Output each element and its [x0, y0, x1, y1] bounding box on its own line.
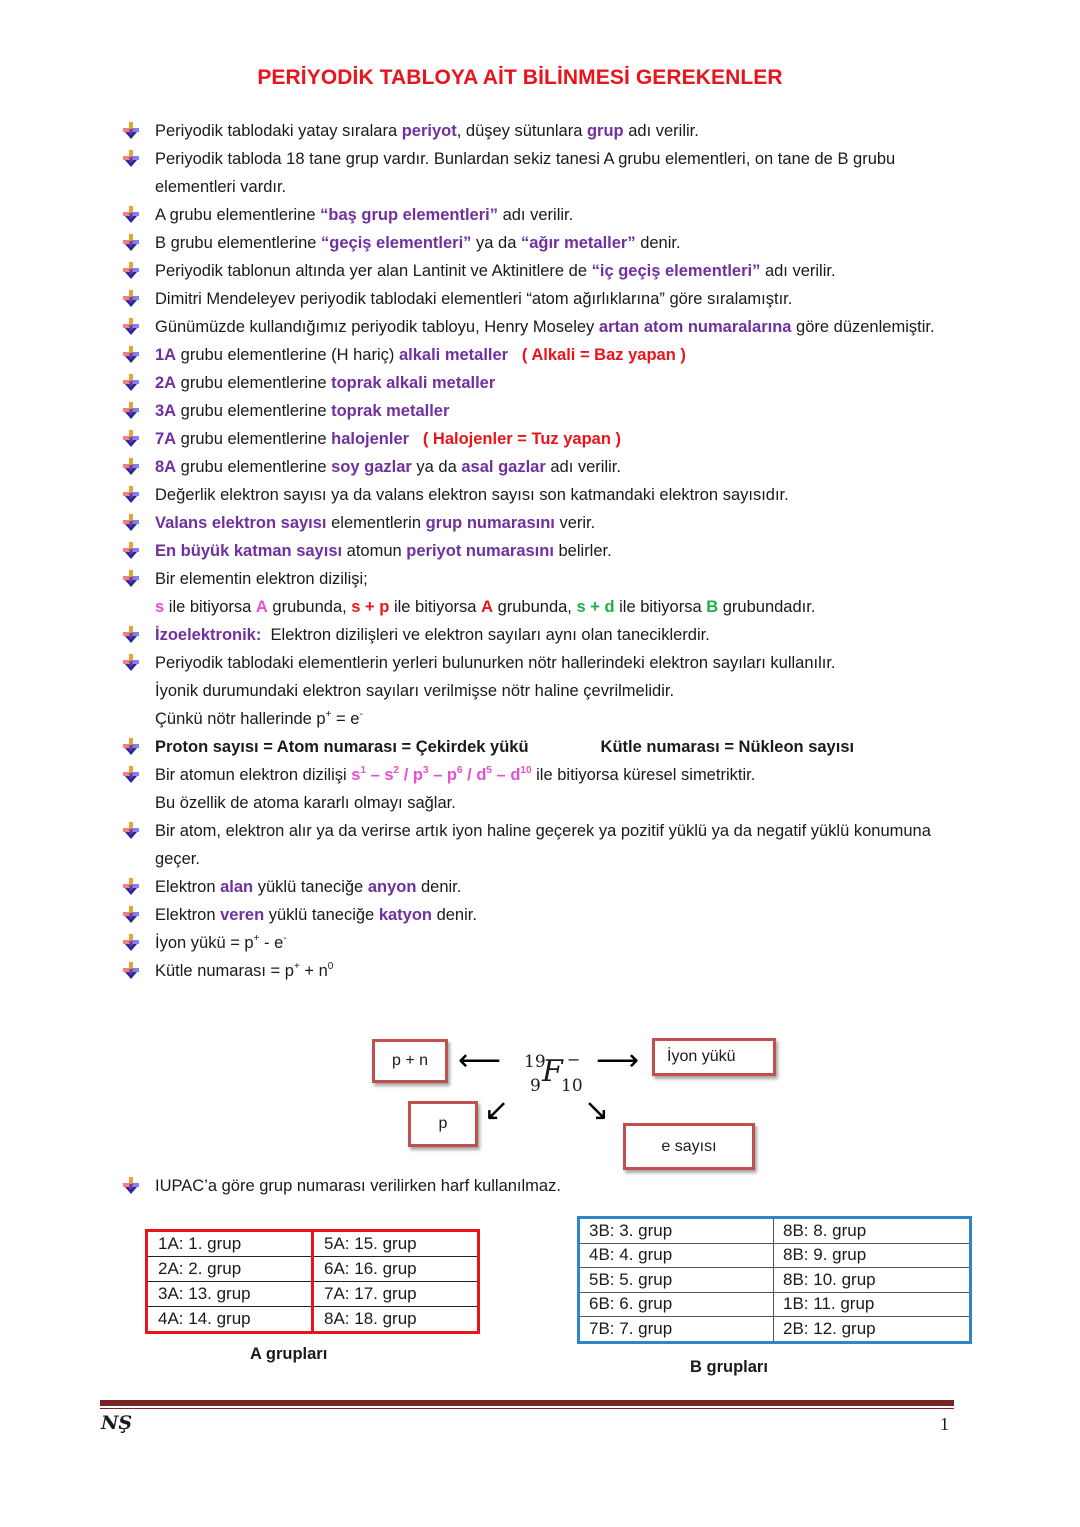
element-symbol: F — [542, 1054, 563, 1089]
term: İzoelektronik: — [155, 626, 262, 644]
text: elementlerin — [326, 514, 426, 532]
arrow-down-bullet-icon — [122, 626, 140, 644]
table-a-groups — [145, 1229, 480, 1334]
text: grubunda, — [267, 598, 352, 616]
text: grubu elementlerine — [176, 374, 332, 392]
arrow-down-bullet-icon — [122, 486, 140, 504]
arrow-down-bullet-icon — [122, 374, 140, 392]
text: denir. — [432, 906, 477, 924]
superscript: 0 — [327, 961, 334, 972]
table-b-groups — [577, 1216, 972, 1344]
table-row — [579, 1243, 971, 1268]
table-a-caption: A grupları — [250, 1345, 328, 1363]
isotope-notation — [520, 1050, 590, 1100]
note: ( Halojenler = Tuz yapan ) — [422, 430, 622, 448]
text: ile bitiyorsa — [164, 598, 256, 616]
superscript: - — [283, 933, 287, 944]
list-item — [122, 481, 962, 509]
text: grubu elementlerine — [176, 458, 332, 476]
group-a: A — [255, 598, 268, 616]
superscript: 2 — [393, 765, 400, 776]
table-row — [147, 1307, 479, 1333]
term: periyot numarasını — [406, 542, 554, 560]
text: Proton sayısı = Atom numarası = Çekirdek yükü — [155, 738, 529, 756]
list-item — [122, 621, 962, 649]
list-item — [122, 425, 962, 453]
arrow-down-bullet-icon — [122, 654, 140, 672]
table-cell: 5A: 15. grup — [324, 1234, 417, 1253]
arrow-down-bullet-icon — [122, 766, 140, 784]
text: grubunda, — [492, 598, 577, 616]
arrow-down-bullet-icon — [122, 878, 140, 896]
arrow-down-bullet-icon — [122, 962, 140, 980]
text: İyonik durumundaki elektron sayıları verilmişse nötr haline çevrilmelidir. — [155, 682, 675, 700]
text: Periyodik tablodaki yatay sıralara — [155, 122, 402, 140]
term: toprak metaller — [331, 402, 450, 420]
text: denir. — [416, 878, 462, 896]
table-cell: 6B: 6. grup — [579, 1292, 774, 1317]
text: Günümüzde kullandığımız periyodik tabloyu, Henry Moseley — [155, 318, 599, 336]
arrow-left-icon: ⟵ — [458, 1044, 502, 1077]
orbital: s — [351, 766, 361, 784]
superscript: 5 — [486, 765, 492, 776]
table-row — [579, 1317, 971, 1343]
text: Bu özellik de atoma kararlı olmayı sağlar. — [155, 794, 456, 812]
arrow-down-bullet-icon — [122, 234, 140, 252]
term: asal gazlar — [461, 458, 546, 476]
orbital: d — [510, 766, 521, 784]
note: ( Alkali = Baz yapan ) — [521, 346, 686, 364]
arrow-down-bullet-icon — [122, 514, 140, 532]
ion-charge: − — [567, 1050, 581, 1069]
superscript: 1 — [360, 765, 366, 776]
arrow-right-icon: ⟶ — [596, 1044, 640, 1077]
list-item — [122, 341, 962, 369]
list-item — [122, 369, 962, 397]
term: anyon — [367, 878, 417, 896]
term: toprak alkali metaller — [331, 374, 496, 392]
arrow-down-bullet-icon — [122, 458, 140, 476]
text: B grubu elementlerine — [155, 234, 322, 252]
list-item — [122, 873, 962, 901]
box-label: p — [438, 1115, 448, 1132]
list-item — [122, 145, 962, 201]
superscript: + — [325, 709, 332, 720]
text: göre düzenlemiştir. — [791, 318, 935, 336]
text: adı verilir. — [545, 458, 621, 476]
neutron-count: 10 — [561, 1076, 583, 1096]
orbital: p — [412, 766, 423, 784]
box-label: p + n — [391, 1052, 429, 1069]
group-a: A — [481, 598, 493, 616]
box-proton — [408, 1101, 478, 1147]
separator: / — [399, 766, 413, 784]
term: “ağır metaller” — [520, 234, 636, 252]
table-cell: 1A: 1. grup — [147, 1231, 313, 1257]
table-cell: 3A: 13. grup — [147, 1282, 313, 1307]
text: A grubu elementlerine — [155, 206, 321, 224]
footer-divider — [100, 1400, 954, 1409]
text: Periyodik tablonun altında yer alan Lantinit ve Aktinitlere de — [155, 262, 592, 280]
list-item — [122, 257, 962, 285]
table-cell: 4A: 14. grup — [147, 1307, 313, 1333]
list-item — [122, 117, 962, 145]
atomic-number: 9 — [530, 1076, 541, 1096]
list-item — [122, 509, 962, 537]
group-label: 8A — [155, 458, 177, 476]
text: Dimitri Mendeleyev periyodik tablodaki elementleri “atom ağırlıklarına” göre sıralamıştır. — [155, 290, 793, 308]
text: belirler. — [553, 542, 612, 560]
text: , düşey sütunlara — [456, 122, 587, 140]
group-b: B — [706, 598, 719, 616]
text: grubu elementlerine (H hariç) — [176, 346, 399, 364]
text: ya da — [471, 234, 521, 252]
table-row — [147, 1282, 479, 1307]
group-label: 7A — [155, 430, 177, 448]
box-ion-charge — [652, 1038, 776, 1076]
arrow-down-bullet-icon — [122, 1177, 140, 1195]
arrow-down-bullet-icon — [122, 122, 140, 140]
author-signature: NŞ — [101, 1412, 133, 1434]
box-mass-number — [372, 1039, 448, 1083]
table-row — [579, 1218, 971, 1244]
term: “iç geçiş elementleri” — [591, 262, 761, 280]
arrow-down-bullet-icon — [122, 318, 140, 336]
list-item — [122, 285, 962, 313]
term: alan — [220, 878, 254, 896]
table-cell: 8B: 10. grup — [774, 1268, 971, 1293]
table-cell: 3B: 3. grup — [579, 1218, 774, 1244]
arrow-down-bullet-icon — [122, 430, 140, 448]
text: adı verilir. — [623, 122, 699, 140]
table-cell: 2B: 12. grup — [774, 1317, 971, 1343]
text: + n — [299, 962, 328, 980]
text: verir. — [554, 514, 596, 532]
table-cell: 8B: 9. grup — [774, 1243, 971, 1268]
orbital-sp: s + p — [351, 598, 390, 616]
separator: – — [491, 766, 511, 784]
table-cell: 7B: 7. grup — [579, 1317, 774, 1343]
list-item — [122, 957, 962, 985]
text: Elektron — [155, 906, 221, 924]
arrow-down-bullet-icon — [122, 262, 140, 280]
box-label: e sayısı — [661, 1137, 717, 1155]
orbital-s: s — [155, 598, 165, 616]
table-cell: 5B: 5. grup — [579, 1268, 774, 1293]
text: Çünkü nötr hallerinde p — [155, 710, 326, 728]
list-item — [122, 537, 962, 565]
table-b-caption: B grupları — [690, 1358, 768, 1376]
text: ya da — [411, 458, 462, 476]
term: halojenler — [331, 430, 410, 448]
arrow-down-bullet-icon — [122, 542, 140, 560]
text: grubundadır. — [718, 598, 816, 616]
list-item — [122, 733, 962, 761]
superscript: 10 — [520, 765, 532, 776]
text: Bir elementin elektron dizilişi; — [155, 570, 368, 588]
superscript: + — [253, 933, 260, 944]
text: Kütle numarası = p — [155, 962, 294, 980]
table-row — [147, 1257, 479, 1282]
text: Değerlik elektron sayısı ya da valans elektron sayısı son katmandaki elektron sayısıdır. — [155, 486, 789, 504]
orbital: s — [384, 766, 394, 784]
term: grup numarasını — [425, 514, 555, 532]
text: Elektron — [155, 878, 221, 896]
text: grubu elementlerine — [176, 430, 332, 448]
text: ile bitiyorsa küresel simetriktir. — [531, 766, 756, 784]
arrow-down-bullet-icon — [122, 206, 140, 224]
term: artan atom numaralarına — [598, 318, 792, 336]
term: “baş grup elementleri” — [320, 206, 498, 224]
table-cell: 4B: 4. grup — [579, 1243, 774, 1268]
list-item — [122, 1172, 995, 1200]
list-item — [122, 649, 962, 733]
table-cell: 6A: 16. grup — [313, 1257, 479, 1282]
arrow-down-bullet-icon — [122, 934, 140, 952]
superscript: + — [293, 961, 300, 972]
group-label: 2A — [155, 374, 177, 392]
list-item — [122, 313, 962, 341]
text: yüklü taneciğe — [264, 906, 379, 924]
box-label: İyon yükü — [667, 1048, 736, 1065]
text: yüklü taneciğe — [253, 878, 368, 896]
arrow-down-bullet-icon — [122, 738, 140, 756]
arrow-down-bullet-icon — [122, 150, 140, 168]
list-item — [122, 565, 962, 621]
list-item — [122, 453, 962, 481]
text: Periyodik tablodaki elementlerin yerleri bulunurken nötr hallerindeki elektron sayıları kullanılır. — [155, 654, 836, 672]
superscript: 6 — [456, 765, 463, 776]
text: adı verilir. — [498, 206, 574, 224]
table-cell: 8A: 18. grup — [313, 1307, 479, 1333]
table-row — [147, 1231, 479, 1257]
text: Periyodik tabloda 18 tane grup vardır. Bunlardan sekiz tanesi A grubu elementleri, on tane de B grubu elementleri vardır. — [155, 150, 896, 196]
electron-config — [351, 766, 531, 784]
term: periyot — [401, 122, 457, 140]
term: Valans elektron sayısı — [155, 514, 327, 532]
superscript: - — [359, 709, 363, 720]
arrow-down-left-icon: ↙ — [484, 1094, 510, 1127]
list-item — [122, 901, 962, 929]
page-title: PERİYODİK TABLOYA AİT BİLİNMESİ GEREKENLER — [257, 66, 783, 89]
box-electron-count — [623, 1123, 755, 1170]
facts-list — [122, 117, 962, 985]
arrow-down-bullet-icon — [122, 290, 140, 308]
text: atomun — [342, 542, 407, 560]
text: İyon yükü = p — [155, 934, 254, 952]
text: adı verilir. — [760, 262, 836, 280]
table-cell: 2A: 2. grup — [147, 1257, 313, 1282]
term: soy gazlar — [331, 458, 412, 476]
list-item — [122, 397, 962, 425]
arrow-down-bullet-icon — [122, 822, 140, 840]
text: = e — [331, 710, 360, 728]
table-cell: 1B: 11. grup — [774, 1292, 971, 1317]
text: ile bitiyorsa — [614, 598, 707, 616]
text: - e — [259, 934, 284, 952]
table-row — [579, 1268, 971, 1293]
text: grubu elementlerine — [176, 402, 332, 420]
list-item — [122, 929, 962, 957]
table-row — [579, 1292, 971, 1317]
group-label: 1A — [155, 346, 177, 364]
list-item — [122, 817, 962, 873]
text: denir. — [635, 234, 681, 252]
term: grup — [586, 122, 624, 140]
arrow-down-bullet-icon — [122, 570, 140, 588]
orbital: d — [476, 766, 487, 784]
term: katyon — [378, 906, 432, 924]
separator: / — [462, 766, 477, 784]
separator: – — [366, 766, 385, 784]
iupac-note: IUPAC’a göre grup numarası verilirken harf kullanılmaz. — [155, 1177, 561, 1195]
table-cell: 7A: 17. grup — [313, 1282, 479, 1307]
text: Bir atomun elektron dizilişi — [155, 766, 352, 784]
text: ile bitiyorsa — [389, 598, 482, 616]
list-item — [122, 761, 962, 817]
text: Elektron dizilişleri ve elektron sayıları aynı olan taneciklerdir. — [261, 626, 710, 644]
arrow-down-bullet-icon — [122, 906, 140, 924]
table-cell: 8B: 8. grup — [783, 1220, 867, 1240]
separator: – — [428, 766, 447, 784]
page-number: 1 — [940, 1414, 949, 1434]
orbital: p — [446, 766, 457, 784]
arrow-down-bullet-icon — [122, 402, 140, 420]
list-item — [122, 201, 962, 229]
term: alkali metaller — [398, 346, 509, 364]
arrow-down-bullet-icon — [122, 346, 140, 364]
superscript: 3 — [422, 765, 429, 776]
term: veren — [220, 906, 265, 924]
text: Bir atom, elektron alır ya da verirse artık iyon haline geçerek ya pozitif yüklü ya da negatif yüklü konumuna geçer. — [155, 822, 931, 868]
list-item — [122, 229, 962, 257]
orbital-sd: s + d — [576, 598, 615, 616]
arrow-down-right-icon: ↘ — [584, 1094, 610, 1127]
term: “geçiş elementleri” — [321, 234, 472, 252]
mass-number: 19 — [524, 1052, 546, 1072]
term: En büyük katman sayısı — [155, 542, 343, 560]
group-label: 3A — [155, 402, 177, 420]
text: Kütle numarası = Nükleon sayısı — [600, 738, 855, 756]
